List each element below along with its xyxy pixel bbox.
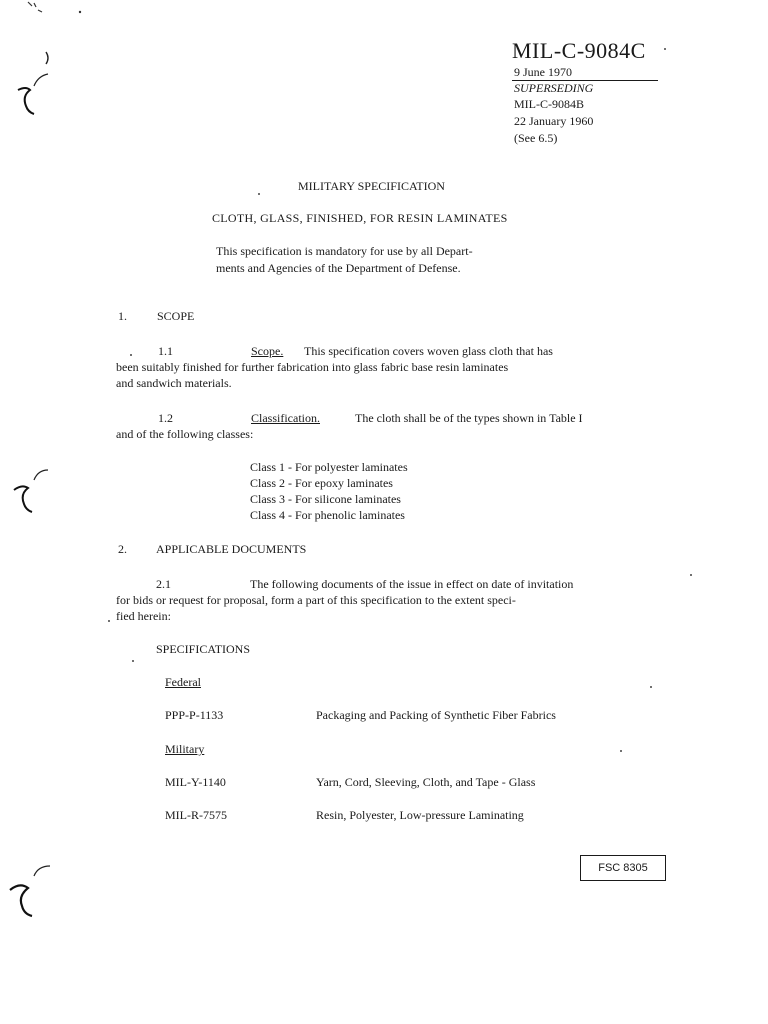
scan-dot — [132, 660, 134, 662]
document-number: MIL-C-9084C — [512, 38, 646, 63]
superseded-date: 22 January 1960 — [514, 114, 594, 128]
see-note: (See 6.5) — [514, 131, 558, 145]
punch-hole-mark-middle — [8, 462, 58, 522]
federal-label: Federal — [165, 675, 201, 689]
mandatory-statement-line2: ments and Agencies of the Department of Defense. — [216, 261, 461, 275]
document-subject: CLOTH, GLASS, FINISHED, FOR RESIN LAMINATES — [212, 211, 508, 225]
paragraph-2-1-line2: for bids or request for proposal, form a part of this specification to the extent speci- — [116, 593, 516, 607]
scan-dot — [650, 686, 652, 688]
paragraph-2-1-line1: The following documents of the issue in effect on date of invitation — [250, 577, 574, 591]
punch-hole-mark-bottom — [6, 858, 56, 928]
paragraph-1-1-line2: been suitably finished for further fabrication into glass fabric base resin laminates — [116, 360, 509, 374]
section-2-heading: APPLICABLE DOCUMENTS — [156, 542, 307, 556]
federal-doc-id: PPP-P-1133 — [165, 708, 224, 722]
paragraph-2-1-line3: fied herein: — [116, 609, 171, 623]
section-1-heading: SCOPE — [157, 309, 195, 323]
scan-dot — [620, 750, 622, 752]
paragraph-1-1-line3: and sandwich materials. — [116, 376, 232, 390]
military-doc-id: MIL-R-7575 — [165, 808, 227, 822]
paragraph-1-1-heading: Scope. — [251, 344, 284, 358]
paragraph-1-1-line1: This specification covers woven glass cloth that has — [304, 344, 553, 358]
paragraph-1-1-number: 1.1 — [158, 344, 173, 358]
fsc-code: FSC 8305 — [598, 862, 648, 874]
issue-date: 9 June 1970 — [514, 65, 572, 79]
paragraph-1-2-line2: and of the following classes: — [116, 427, 254, 441]
specifications-heading: SPECIFICATIONS — [156, 642, 251, 656]
scan-dot — [108, 620, 110, 622]
class-list-item: Class 4 - For phenolic laminates — [250, 508, 405, 522]
scan-dot — [258, 193, 260, 195]
superseding-label: SUPERSEDING — [514, 81, 594, 95]
federal-doc-title: Packaging and Packing of Synthetic Fiber Fabrics — [316, 708, 556, 722]
fsc-code-box — [580, 855, 666, 881]
scan-speck-marks — [24, 0, 94, 20]
superseded-document: MIL-C-9084B — [514, 97, 584, 111]
paragraph-1-2-line1: The cloth shall be of the types shown in Table I — [355, 411, 583, 425]
military-doc-id: MIL-Y-1140 — [165, 775, 226, 789]
military-label: Military — [165, 742, 205, 756]
scan-dot — [130, 354, 132, 356]
section-2-number: 2. — [118, 542, 127, 556]
class-list-item: Class 1 - For polyester laminates — [250, 460, 408, 474]
scan-dot — [664, 48, 666, 50]
paragraph-1-2-number: 1.2 — [158, 411, 173, 425]
scan-dot — [690, 574, 692, 576]
military-doc-title: Resin, Polyester, Low-pressure Laminating — [316, 808, 524, 822]
paragraph-1-2-heading: Classification. — [251, 411, 320, 425]
paragraph-2-1-number: 2.1 — [156, 577, 171, 591]
class-list-item: Class 2 - For epoxy laminates — [250, 476, 393, 490]
document-type-heading: MILITARY SPECIFICATION — [298, 179, 445, 193]
class-list-item: Class 3 - For silicone laminates — [250, 492, 401, 506]
section-1-number: 1. — [118, 309, 127, 323]
military-doc-title: Yarn, Cord, Sleeving, Cloth, and Tape - Glass — [316, 775, 536, 789]
punch-hole-mark-top — [8, 44, 58, 120]
mandatory-statement-line1: This specification is mandatory for use by all Depart- — [216, 244, 473, 258]
